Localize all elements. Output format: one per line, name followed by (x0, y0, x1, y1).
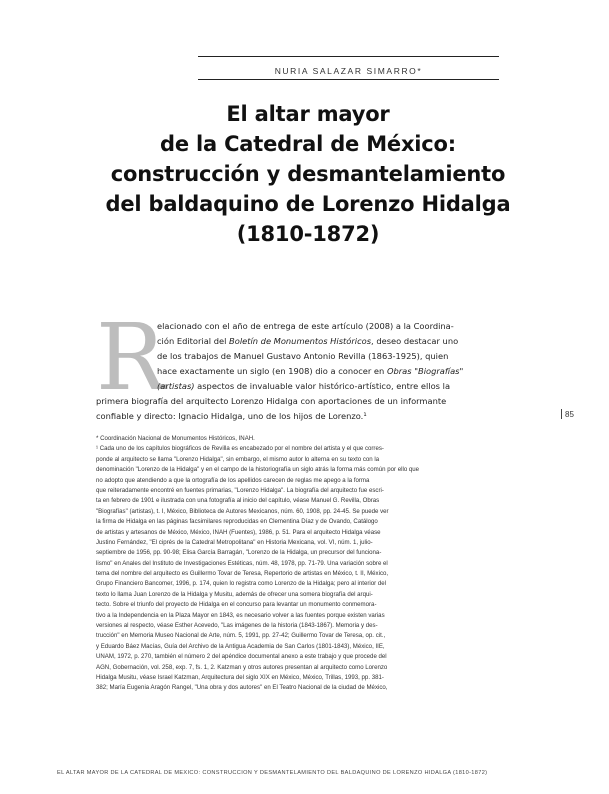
footnote-line: la firma de Hidalga en las páginas facsimilares reproducidas en Clementina Díaz y de Ovando, Catálogo (96, 518, 378, 526)
article-title (48, 99, 568, 249)
header-bottom-rule (198, 79, 499, 80)
footnote-line: texto lo llama Juan Lorenzo de la Hidalga y Musitu, además de ofrecer una somera biografía del arqui- (96, 590, 373, 598)
footnote-line: tivo a la Independencia en la Plaza Mayor en 1843, es necesario volver a las fuentes porque existen varias (96, 611, 385, 619)
footnote-line: tecto. Sobre el triunfo del proyecto de Hidalga en el concurso para levantar un monumento conmemora- (96, 601, 377, 609)
title-line: (1810-1872) (236, 222, 380, 246)
footnote-line: ¹ Cada uno de los capítulos biográficos de Revilla es encabezado por el nombre del artista y el que corres- (96, 445, 384, 453)
footnotes (96, 434, 500, 694)
body-paragraph (96, 319, 498, 424)
body-line: confiable y directo: Ignacio Hidalga, uno de los hijos de Lorenzo.¹ (96, 411, 367, 421)
footnote-line: trucción" en Memoria Museo Nacional de Arte, núm. 5, 1991, pp. 27-42; Guillermo Tovar de Teresa, op. cit., (96, 632, 386, 640)
footnote-line: y Eduardo Báez Macías, Guía del Archivo de la Antigua Academia de San Carlos (1801-1843), México, IIE, (96, 642, 385, 650)
body-line: elacionado con el año de entrega de este artículo (2008) a la Coordina- (157, 321, 454, 331)
footnote-line: "Biografías" (artistas), t. I, México, Biblioteca de Autores Mexicanos, núm. 60, 1908, pp. 24-45. Se puede ver (96, 507, 389, 515)
footnote-line: UNAM, 1972, p. 270, también el número 2 del apéndice documental anexo a este trabajo y que procede del (96, 653, 387, 661)
page-number-bar (561, 409, 562, 419)
body-line: hace exactamente un siglo (en 1908) dio a conocer en Obras "Biografías" (157, 366, 464, 376)
footnote-line: 382; María Eugenia Aragón Rangel, "Una obra y dos autores" en El Teatro Nacional de la ciudad de México, (96, 684, 388, 692)
footnote-line: lismo" en Anales del Instituto de Investigaciones Estéticas, núm. 48, 1978, pp. 71-79. Una variación sobre el (96, 559, 388, 567)
drop-cap: R (96, 304, 166, 411)
body-line: (artistas) aspectos de invaluable valor histórico-artístico, entre ellos la (157, 381, 451, 391)
page-number: 85 (561, 409, 574, 419)
body-line: ción Editorial del Boletín de Monumentos Históricos, deseo destacar uno (157, 336, 459, 346)
header-top-rule (198, 56, 499, 57)
book-subtitle: (artistas) (157, 381, 195, 391)
title-line: de la Catedral de México: (160, 132, 456, 156)
title-line: El altar mayor (226, 102, 390, 126)
journal-title: Boletín de Monumentos Históricos (229, 336, 372, 346)
footnote-line: AGN, Gobernación, vol. 258, exp. 7, fs. 1, 2. Katzman y otros autores presentan al arquitecto como Lorenzo (96, 663, 388, 671)
author-name: NURIA SALAZAR SIMARRO* (274, 66, 423, 76)
footnote-line: no adopto que atendiendo a que la ortografía de los apellidos carecen de reglas me apego a la forma (96, 476, 370, 484)
title-line: construcción y desmantelamiento (110, 162, 506, 186)
title-line: del baldaquino de Lorenzo Hidalga (105, 192, 511, 216)
footnote-line: Hidalga Musitu, véase Israel Katzman, Arquitectura del siglo XIX en México, México, Trillas, 1993, pp. 381- (96, 673, 384, 681)
footnote-line: tema del nombre del arquitecto es Guillermo Tovar de Teresa, Repertorio de artistas en México, t. II, México, (96, 570, 389, 578)
body-line: de los trabajos de Manuel Gustavo Antonio Revilla (1863-1925), quien (157, 351, 449, 361)
body-line: primera biografía del arquitecto Lorenzo Hidalga con aportaciones de un informante (96, 396, 447, 406)
footnote-line: * Coordinación Nacional de Monumentos Históricos, INAH. (96, 435, 255, 442)
footnote-line: ta en febrero de 1901 e ilustrada con una fotografía al inicio del capítulo, véase Manuel G. Revilla, Obras (96, 497, 380, 505)
footnote-line: septiembre de 1956, pp. 90-98; Elisa García Barragán, "Lorenzo de la Hidalga, un precursor del funciona- (96, 549, 382, 557)
footnote-line: de artistas y artesanos de México, México, INAH (Fuentes), 1986, p. 51. Para el arquitecto Hidalga véase (96, 528, 381, 536)
footnote-line: Justino Fernández, "El ciprés de la Catedral Metropolitana" en Historia Mexicana, vol. VI, núm. 1, julio- (96, 538, 373, 546)
book-title: Obras "Biografías" (386, 366, 464, 376)
footnote-line: Grupo Financiero Bancomer, 1996, p. 174, quien lo registra como Lorenzo de la Hidalga; pero al interior del (96, 580, 386, 588)
footnote-line: que reiteradamente encontré en fuentes primarias, "Lorenzo Hidalga". La biografía del arquitecto fue escri- (96, 486, 384, 494)
footnote-line: ponde al arquitecto se llama "Lorenzo Hidalga", sin embargo, el mismo autor lo alterna en su texto con la (96, 455, 380, 463)
running-footer: EL ALTAR MAYOR DE LA CATEDRAL DE MÉXICO: CONSTRUCCIÓN Y DESMANTELAMIENTO DEL BALDAQUINO DE LORENZO HIDALGA (1810-1872) (57, 770, 488, 776)
footnote-line: versiones al respecto, véase Esther Acevedo, "Las imágenes de la historia (1843-1867). Memoria y des- (96, 622, 378, 630)
footnote-line: denominación "Lorenzo de la Hidalga" y en el campo de la historiografía un siglo atrás la forma más común por ello que (96, 466, 420, 474)
